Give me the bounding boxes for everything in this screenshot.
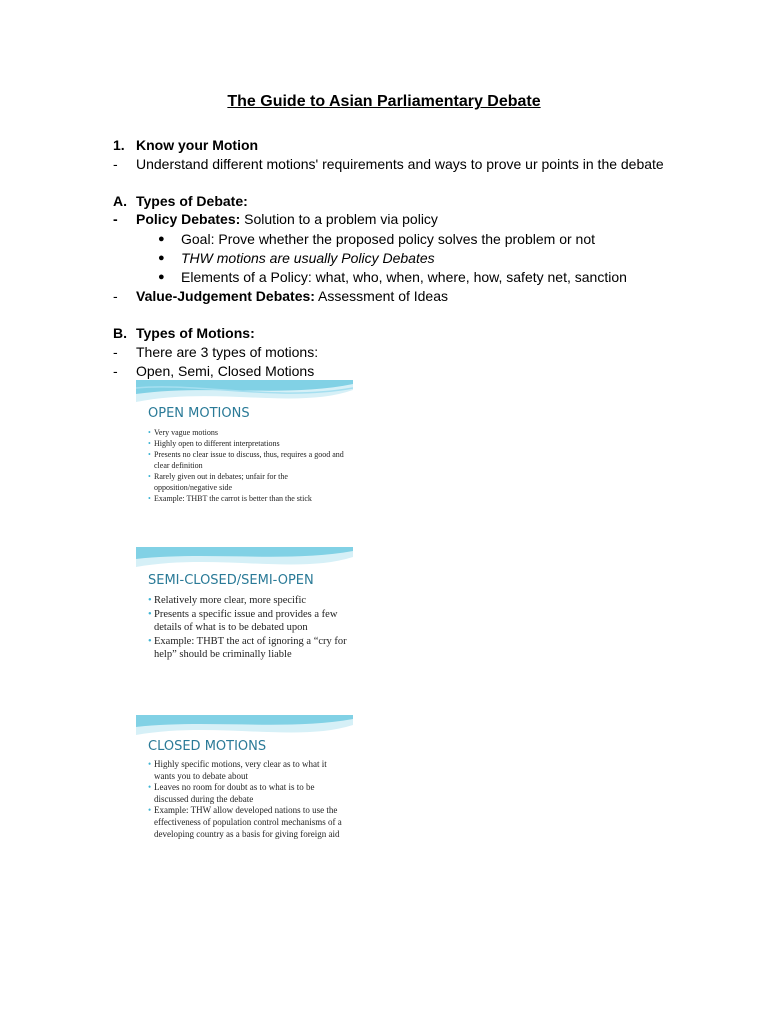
slide-bullet: • Presents no clear issue to discuss, thus, requires a good and clear definition — [148, 449, 348, 471]
motions-item: There are 3 types of motions: — [136, 344, 319, 360]
slide-bullet-list — [148, 594, 348, 662]
slide-bullet: • Highly specific motions, very clear as to what it wants you to debate about — [148, 759, 348, 782]
slide-bullet: • Example: THBT the carrot is better than the stick — [148, 493, 348, 504]
motions-dash: - — [113, 344, 118, 360]
value-dash: - — [113, 288, 118, 304]
slide-open-motions — [136, 380, 353, 542]
value-text: Assessment of Ideas — [314, 288, 449, 304]
motions-item: Open, Semi, Closed Motions — [136, 363, 315, 379]
slide-closed-motions — [136, 715, 353, 875]
value-label: Value-Judgement Debates: — [136, 288, 315, 304]
section-b-letter: B. — [113, 325, 127, 341]
slide-bullet: • Relatively more clear, more specific — [148, 594, 348, 608]
motions-dash: - — [113, 363, 118, 379]
section-a-heading: Types of Debate: — [136, 193, 248, 209]
section-1-heading: Know your Motion — [136, 137, 259, 153]
value-judgement-line — [136, 287, 448, 305]
slide-title: SEMI-CLOSED/SEMI-OPEN — [148, 573, 314, 588]
slide-bullet: • Highly open to different interpretations — [148, 438, 348, 449]
policy-label: Policy Debates: — [136, 211, 241, 227]
slide-bullet-list — [148, 427, 348, 504]
slide-bullet: • Leaves no room for doubt as to what is to be discussed during the debate — [148, 782, 348, 805]
policy-bullet: Goal: Prove whether the proposed policy solves the problem or not — [181, 231, 596, 247]
section-a-letter: A. — [113, 193, 127, 209]
slide-semi-closed — [136, 547, 353, 709]
bullet-dot: ● — [158, 233, 165, 245]
policy-debates-line — [136, 210, 438, 228]
section-1-text: Understand different motions' requirements and ways to prove ur points in the debate — [136, 156, 664, 172]
slide-title: CLOSED MOTIONS — [148, 739, 267, 754]
policy-text: Solution to a problem via policy — [240, 211, 438, 227]
slide-title: OPEN MOTIONS — [148, 406, 250, 421]
policy-bullet: THW motions are usually Policy Debates — [181, 250, 435, 266]
section-b-heading: Types of Motions: — [136, 325, 255, 341]
document-title: The Guide to Asian Parliamentary Debate — [227, 93, 541, 110]
policy-dash: - — [113, 211, 118, 227]
slide-bullet: • Example: THW allow developed nations to use the effectiveness of population control mechanisms of a developing country as a basis for giving foreign aid — [148, 805, 348, 840]
slide-bullet: • Example: THBT the act of ignoring a “cry for help” should be criminally liable — [148, 635, 348, 662]
slide-bullet: • Very vague motions — [148, 427, 348, 438]
section-1-number: 1. — [113, 137, 125, 153]
slide-bullet-list — [148, 759, 348, 840]
section-1-dash: - — [113, 156, 118, 172]
bullet-dot: ● — [158, 271, 165, 283]
policy-bullet: Elements of a Policy: what, who, when, where, how, safety net, sanction — [181, 269, 627, 285]
bullet-dot: ● — [158, 252, 165, 264]
slide-bullet: • Presents a specific issue and provides a few details of what is to be debated upon — [148, 608, 348, 635]
slide-bullet: • Rarely given out in debates; unfair for the opposition/negative side — [148, 471, 348, 493]
